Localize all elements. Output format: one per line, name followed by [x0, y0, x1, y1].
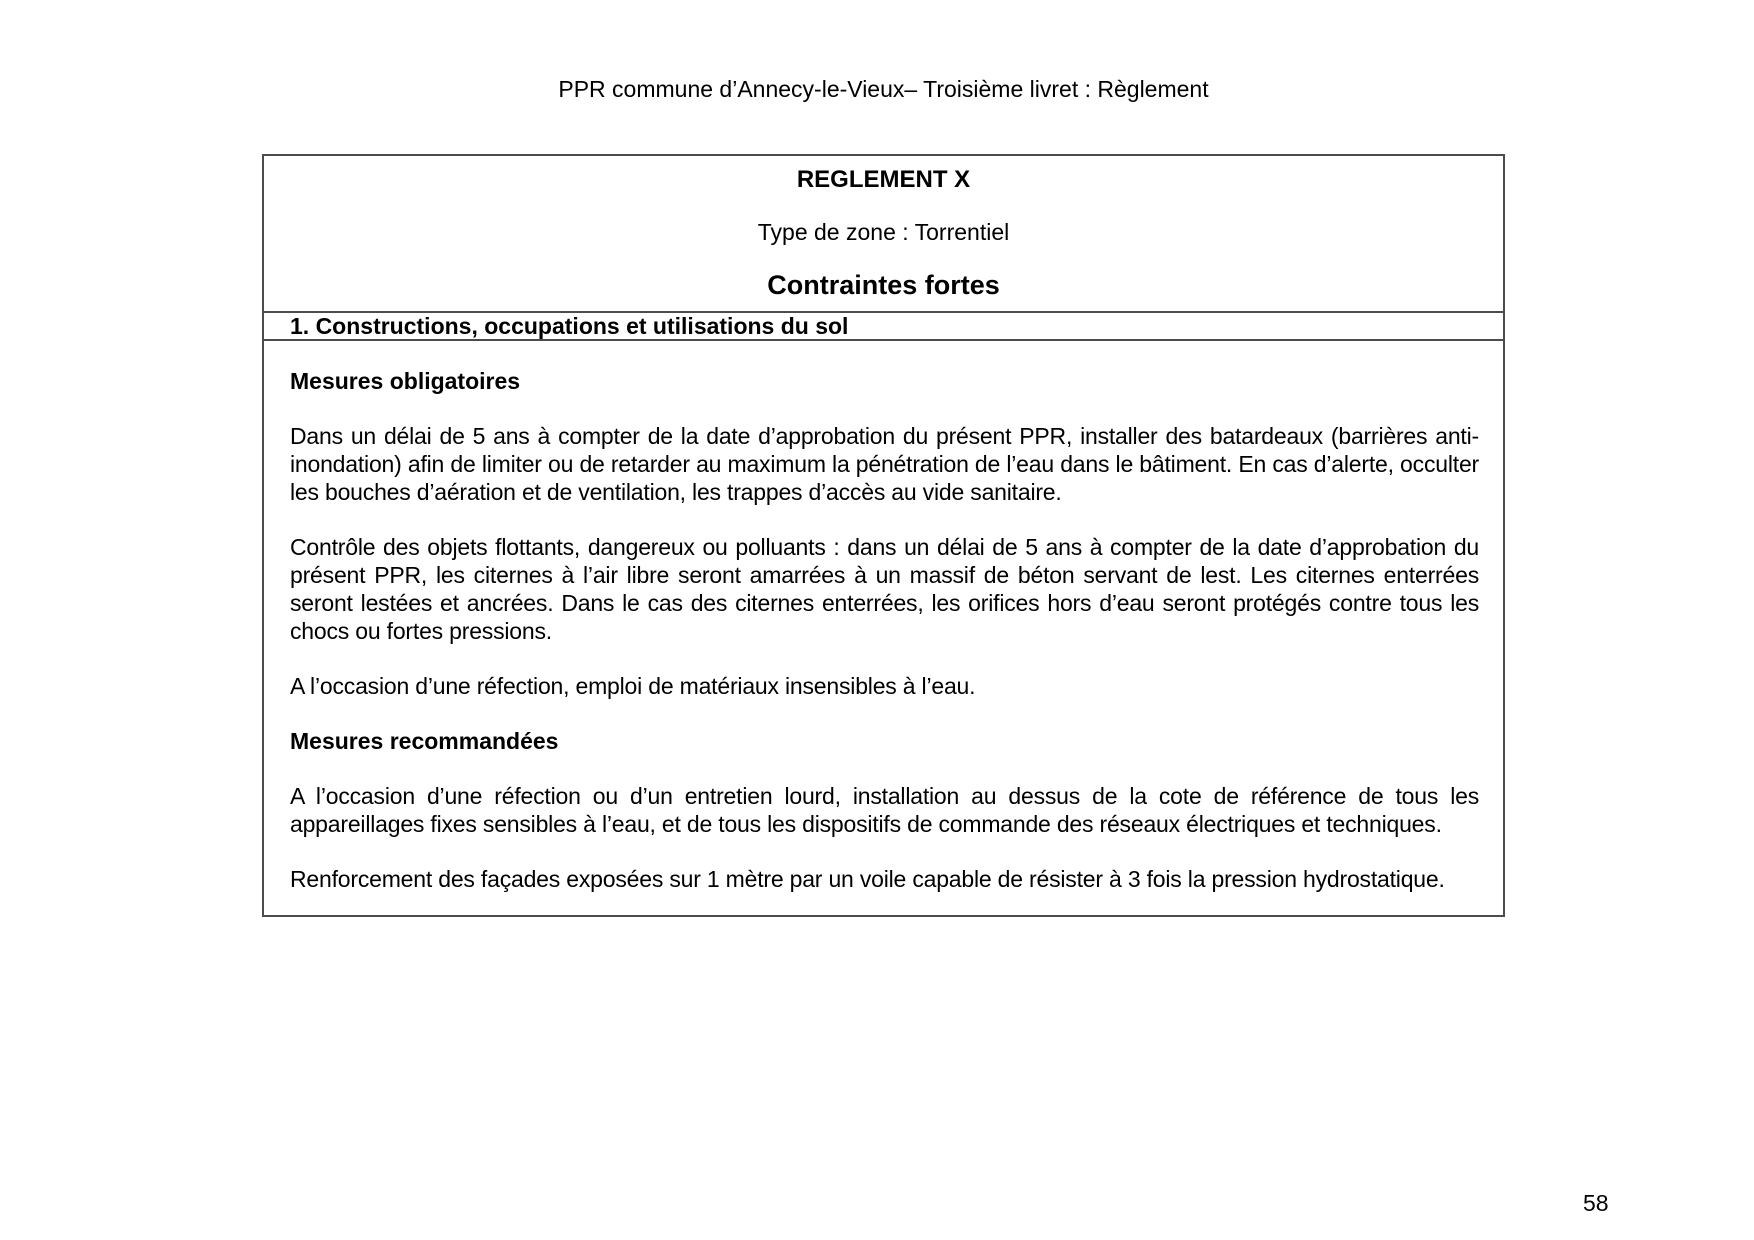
paragraph-renforcement-facades: Renforcement des façades exposées sur 1 mètre par un voile capable de résister à 3 fois la pression hydrostatique. — [290, 866, 1445, 892]
page-number: 58 — [1583, 1190, 1609, 1216]
constraint-level-label: Contraintes fortes — [767, 270, 1000, 300]
subsection-heading-mesures-recommandees: Mesures recommandées — [290, 728, 559, 754]
paragraph-batardeaux: Dans un délai de 5 ans à compter de la date d’approbation du présent PPR, installer des batardeaux (barrières anti-inondation) afin de limiter ou de retarder au maximum la pénétration de l’eau dans le bâtiment. En cas d’alerte, occulter les bouches d’aération et de ventilation, les trappes d’accès au vide sanitaire. — [290, 423, 1479, 505]
regulation-table — [262, 154, 1505, 917]
section-header-cell — [264, 313, 1503, 341]
document-header-title: PPR commune d’Annecy-le-Vieux– Troisième livret : Règlement — [558, 76, 1209, 102]
table-body-cell — [264, 341, 1503, 915]
section-title: 1. Constructions, occupations et utilisations du sol — [290, 313, 849, 339]
paragraph-objets-flottants: Contrôle des objets flottants, dangereux ou polluants : dans un délai de 5 ans à compter de la date d’approbation du présent PPR, les citernes à l’air libre seront amarrées à un massif de béton servant de lest. Les citernes enterrées seront lestées et ancrées. Dans le cas des citernes enterrées, les orifices hors d’eau seront protégés contre tous les chocs ou fortes pressions. — [290, 534, 1479, 644]
regulation-title: REGLEMENT X — [796, 166, 971, 193]
paragraph-entretien-lourd: A l’occasion d’une réfection ou d’un entretien lourd, installation au dessus de la cote de référence de tous les appareillages fixes sensibles à l’eau, et de tous les dispositifs de commande des réseaux électriques et techniques. — [290, 783, 1479, 837]
paragraph-refection-materiaux: A l’occasion d’une réfection, emploi de matériaux insensibles à l’eau. — [290, 673, 976, 699]
table-title-cell — [264, 156, 1503, 313]
subsection-heading-mesures-obligatoires: Mesures obligatoires — [290, 368, 521, 394]
zone-type-label: Type de zone : Torrentiel — [757, 219, 1010, 245]
